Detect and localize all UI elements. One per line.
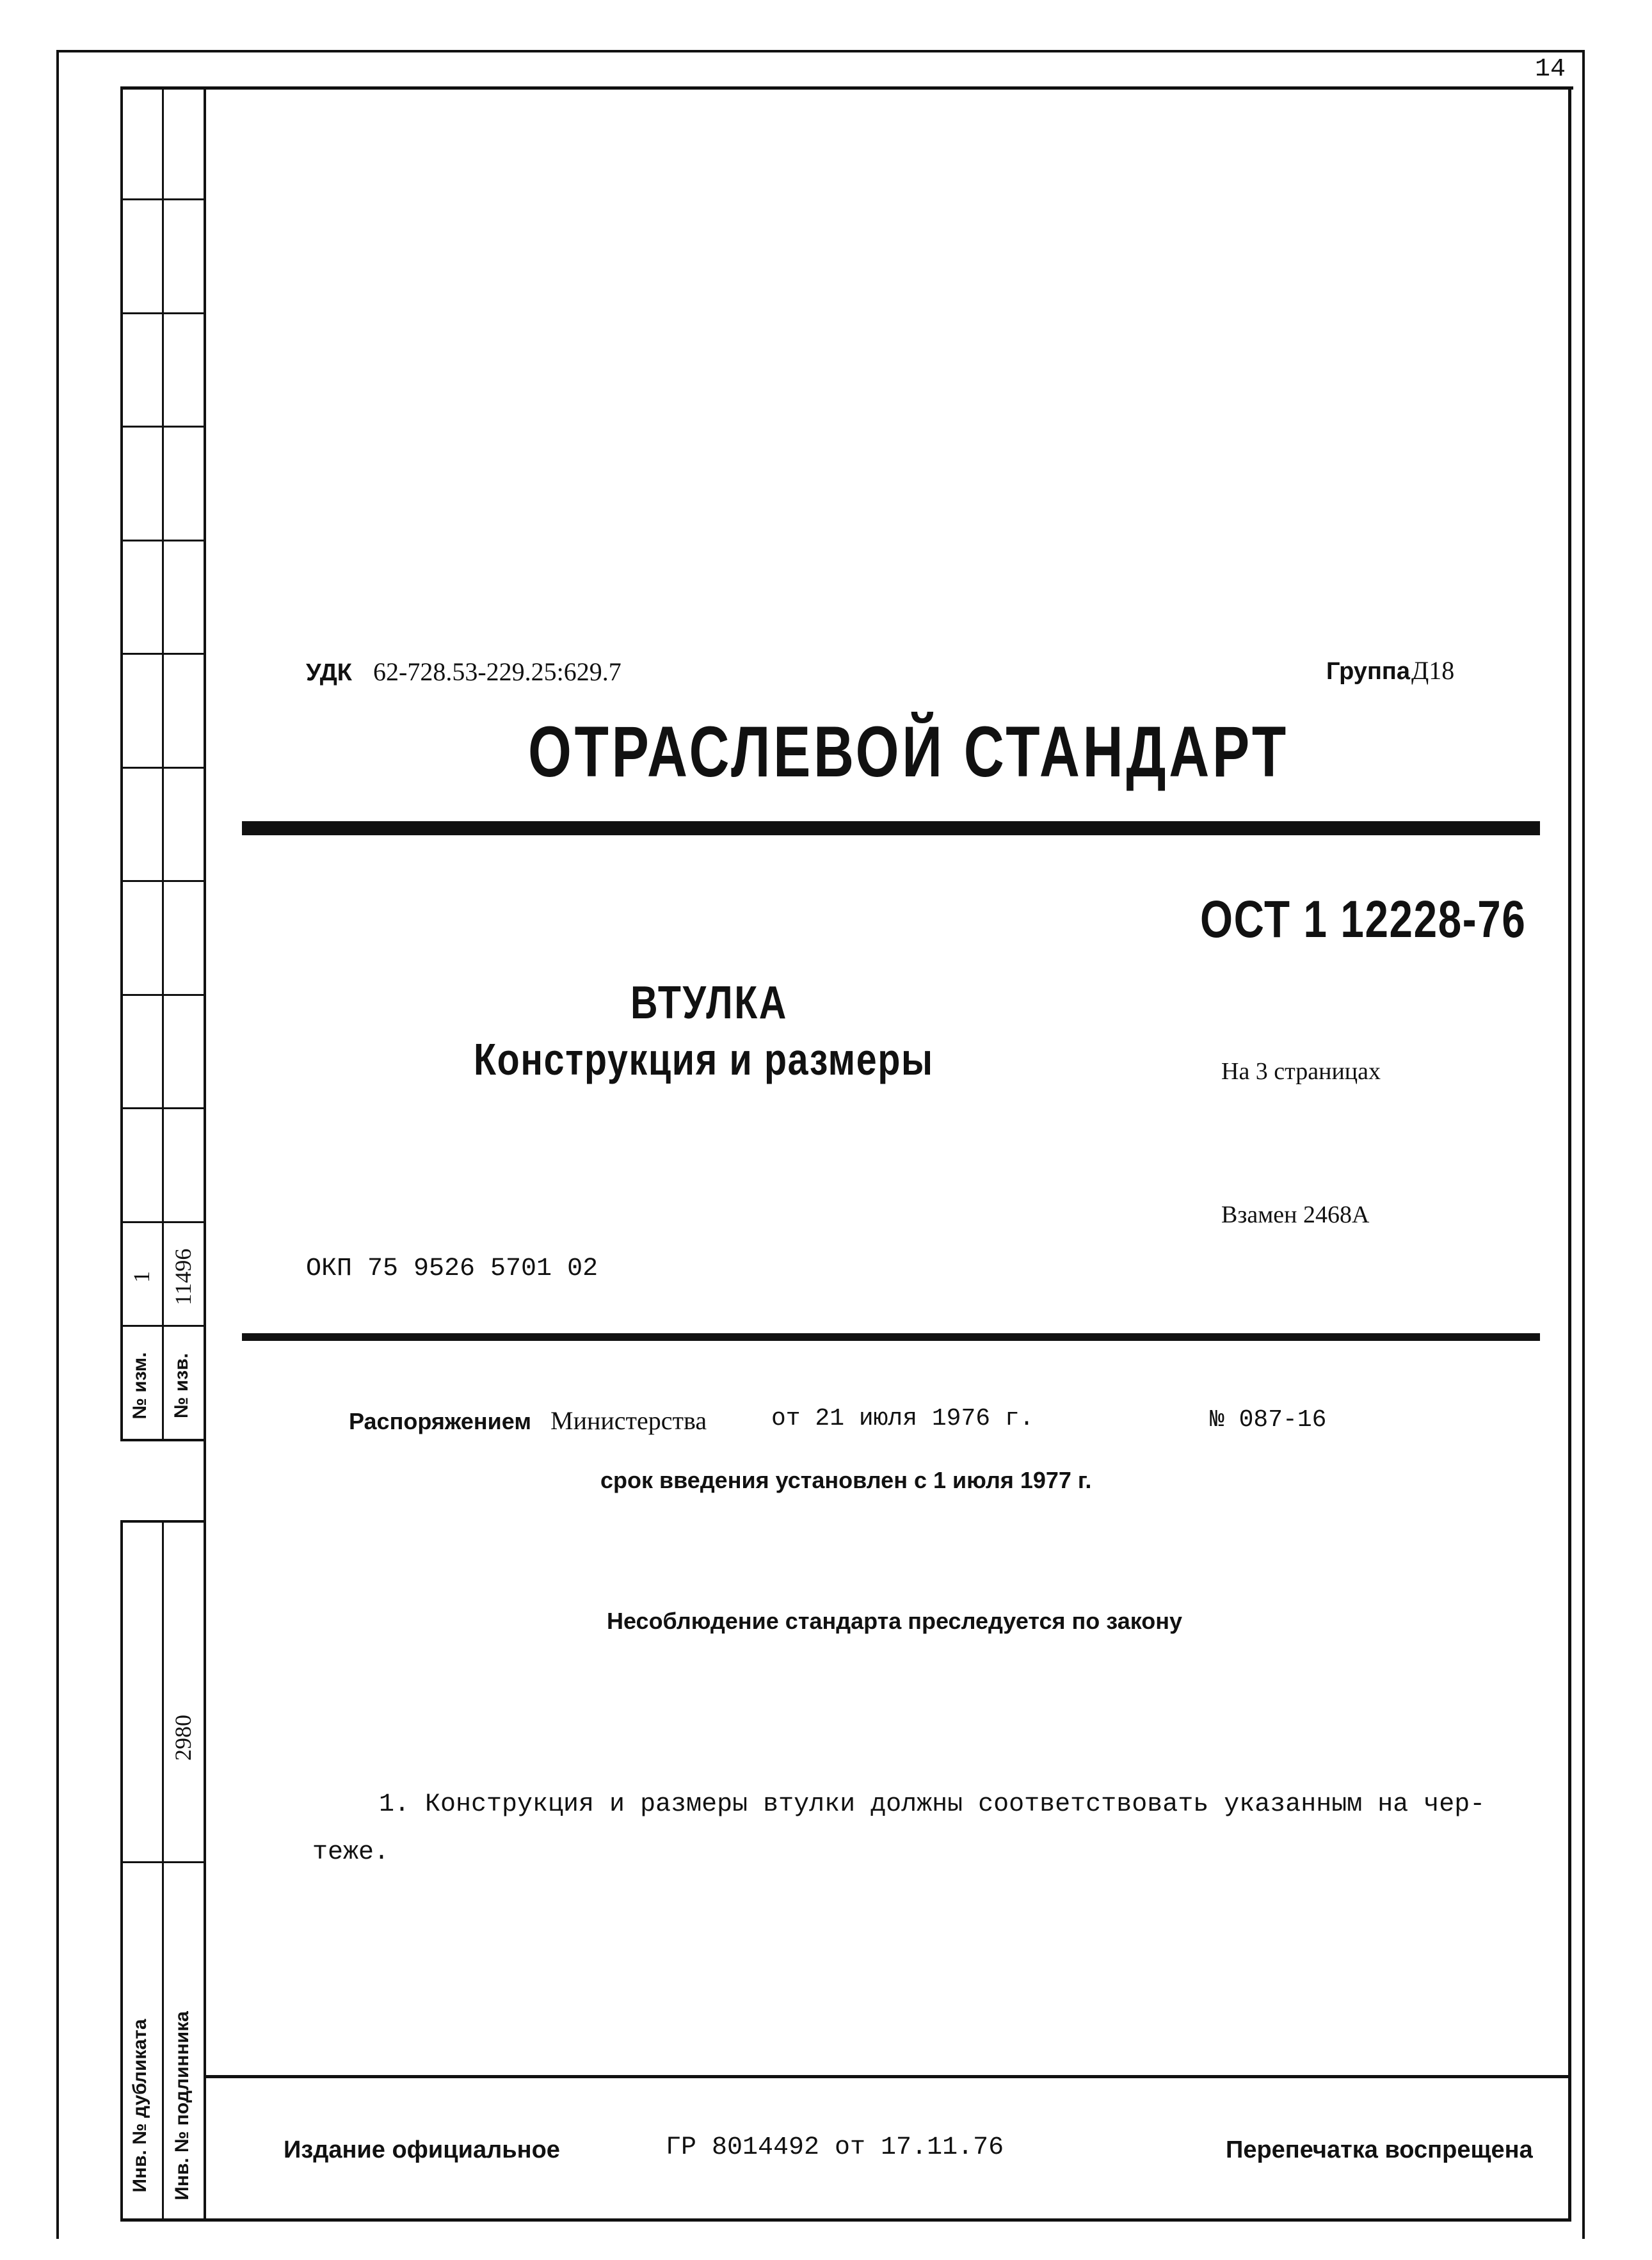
stamp-lower-mid-line (162, 1520, 164, 2222)
notice-no-value: 11496 (170, 1248, 196, 1306)
order-label: Распоряжением (349, 1408, 531, 1434)
footer-registration: ГР 8014492 от 17.11.76 (666, 2133, 1004, 2162)
stamp-upper-left-line (120, 86, 123, 1441)
frame-top-outer (56, 50, 1585, 52)
notice-no-label: № изв. (171, 1353, 192, 1418)
stamp-lower-left-line (120, 1520, 123, 2222)
body-paragraph-line-2: теже. (312, 1838, 390, 1867)
change-no-value: 1 (129, 1271, 154, 1283)
header-thick-rule (242, 821, 1540, 835)
footer-rule (206, 2075, 1571, 2078)
order-ministry: Министерства (550, 1406, 707, 1435)
footer-edition: Издание официальное (284, 2136, 560, 2163)
original-inv-value: 2980 (170, 1715, 196, 1761)
udk-label: УДК (306, 659, 352, 686)
effective-date: срок введения установлен с 1 июля 1977 г. (600, 1467, 1092, 1493)
standard-type: ОТРАСЛЕВОЙ СТАНДАРТ (528, 712, 1289, 792)
frame-right-outer (1582, 50, 1585, 2239)
document-subtitle: Конструкция и размеры (474, 1034, 934, 1084)
order-date: от 21 июля 1976 г. (771, 1405, 1034, 1432)
standard-number: ОСТ 1 12228-76 (1200, 890, 1527, 949)
page-number: 14 (1535, 55, 1566, 84)
duplicate-inv-label: Инв. № дубликата (129, 2019, 150, 2193)
mid-thick-rule (242, 1333, 1540, 1341)
okp-code: ОКП 75 9526 5701 02 (306, 1254, 598, 1283)
stamp-upper-bottom-line (120, 1439, 206, 1441)
frame-top-inner (120, 86, 1573, 90)
udk-value: 62-728.53-229.25:629.7 (373, 657, 622, 686)
body-paragraph-line-1: 1. Конструкция и размеры втулки должны соответствовать указанным на чер- (379, 1790, 1486, 1819)
document-title: ВТУЛКА (630, 977, 788, 1029)
frame-bottom-inner (120, 2218, 1571, 2222)
stamp-upper-mid-line (162, 86, 164, 1441)
change-no-label: № изм. (129, 1352, 150, 1420)
original-inv-label: Инв. № подлинника (172, 2011, 193, 2200)
replaces-note: Взамен 2468А (1221, 1201, 1370, 1228)
order-number: № 087-16 (1210, 1406, 1327, 1434)
frame-left-inner (204, 86, 206, 2222)
frame-left-outer (56, 50, 59, 2239)
legal-notice: Несоблюдение стандарта преследуется по закону (607, 1608, 1183, 1634)
footer-reprint: Перепечатка воспрещена (1226, 2136, 1533, 2163)
group-value: Д18 (1411, 656, 1455, 685)
page-count: На 3 страницах (1221, 1058, 1381, 1085)
group-label: Группа (1326, 658, 1410, 685)
frame-right-inner (1568, 86, 1571, 2222)
stamp-lower-split-line (120, 1861, 206, 1863)
